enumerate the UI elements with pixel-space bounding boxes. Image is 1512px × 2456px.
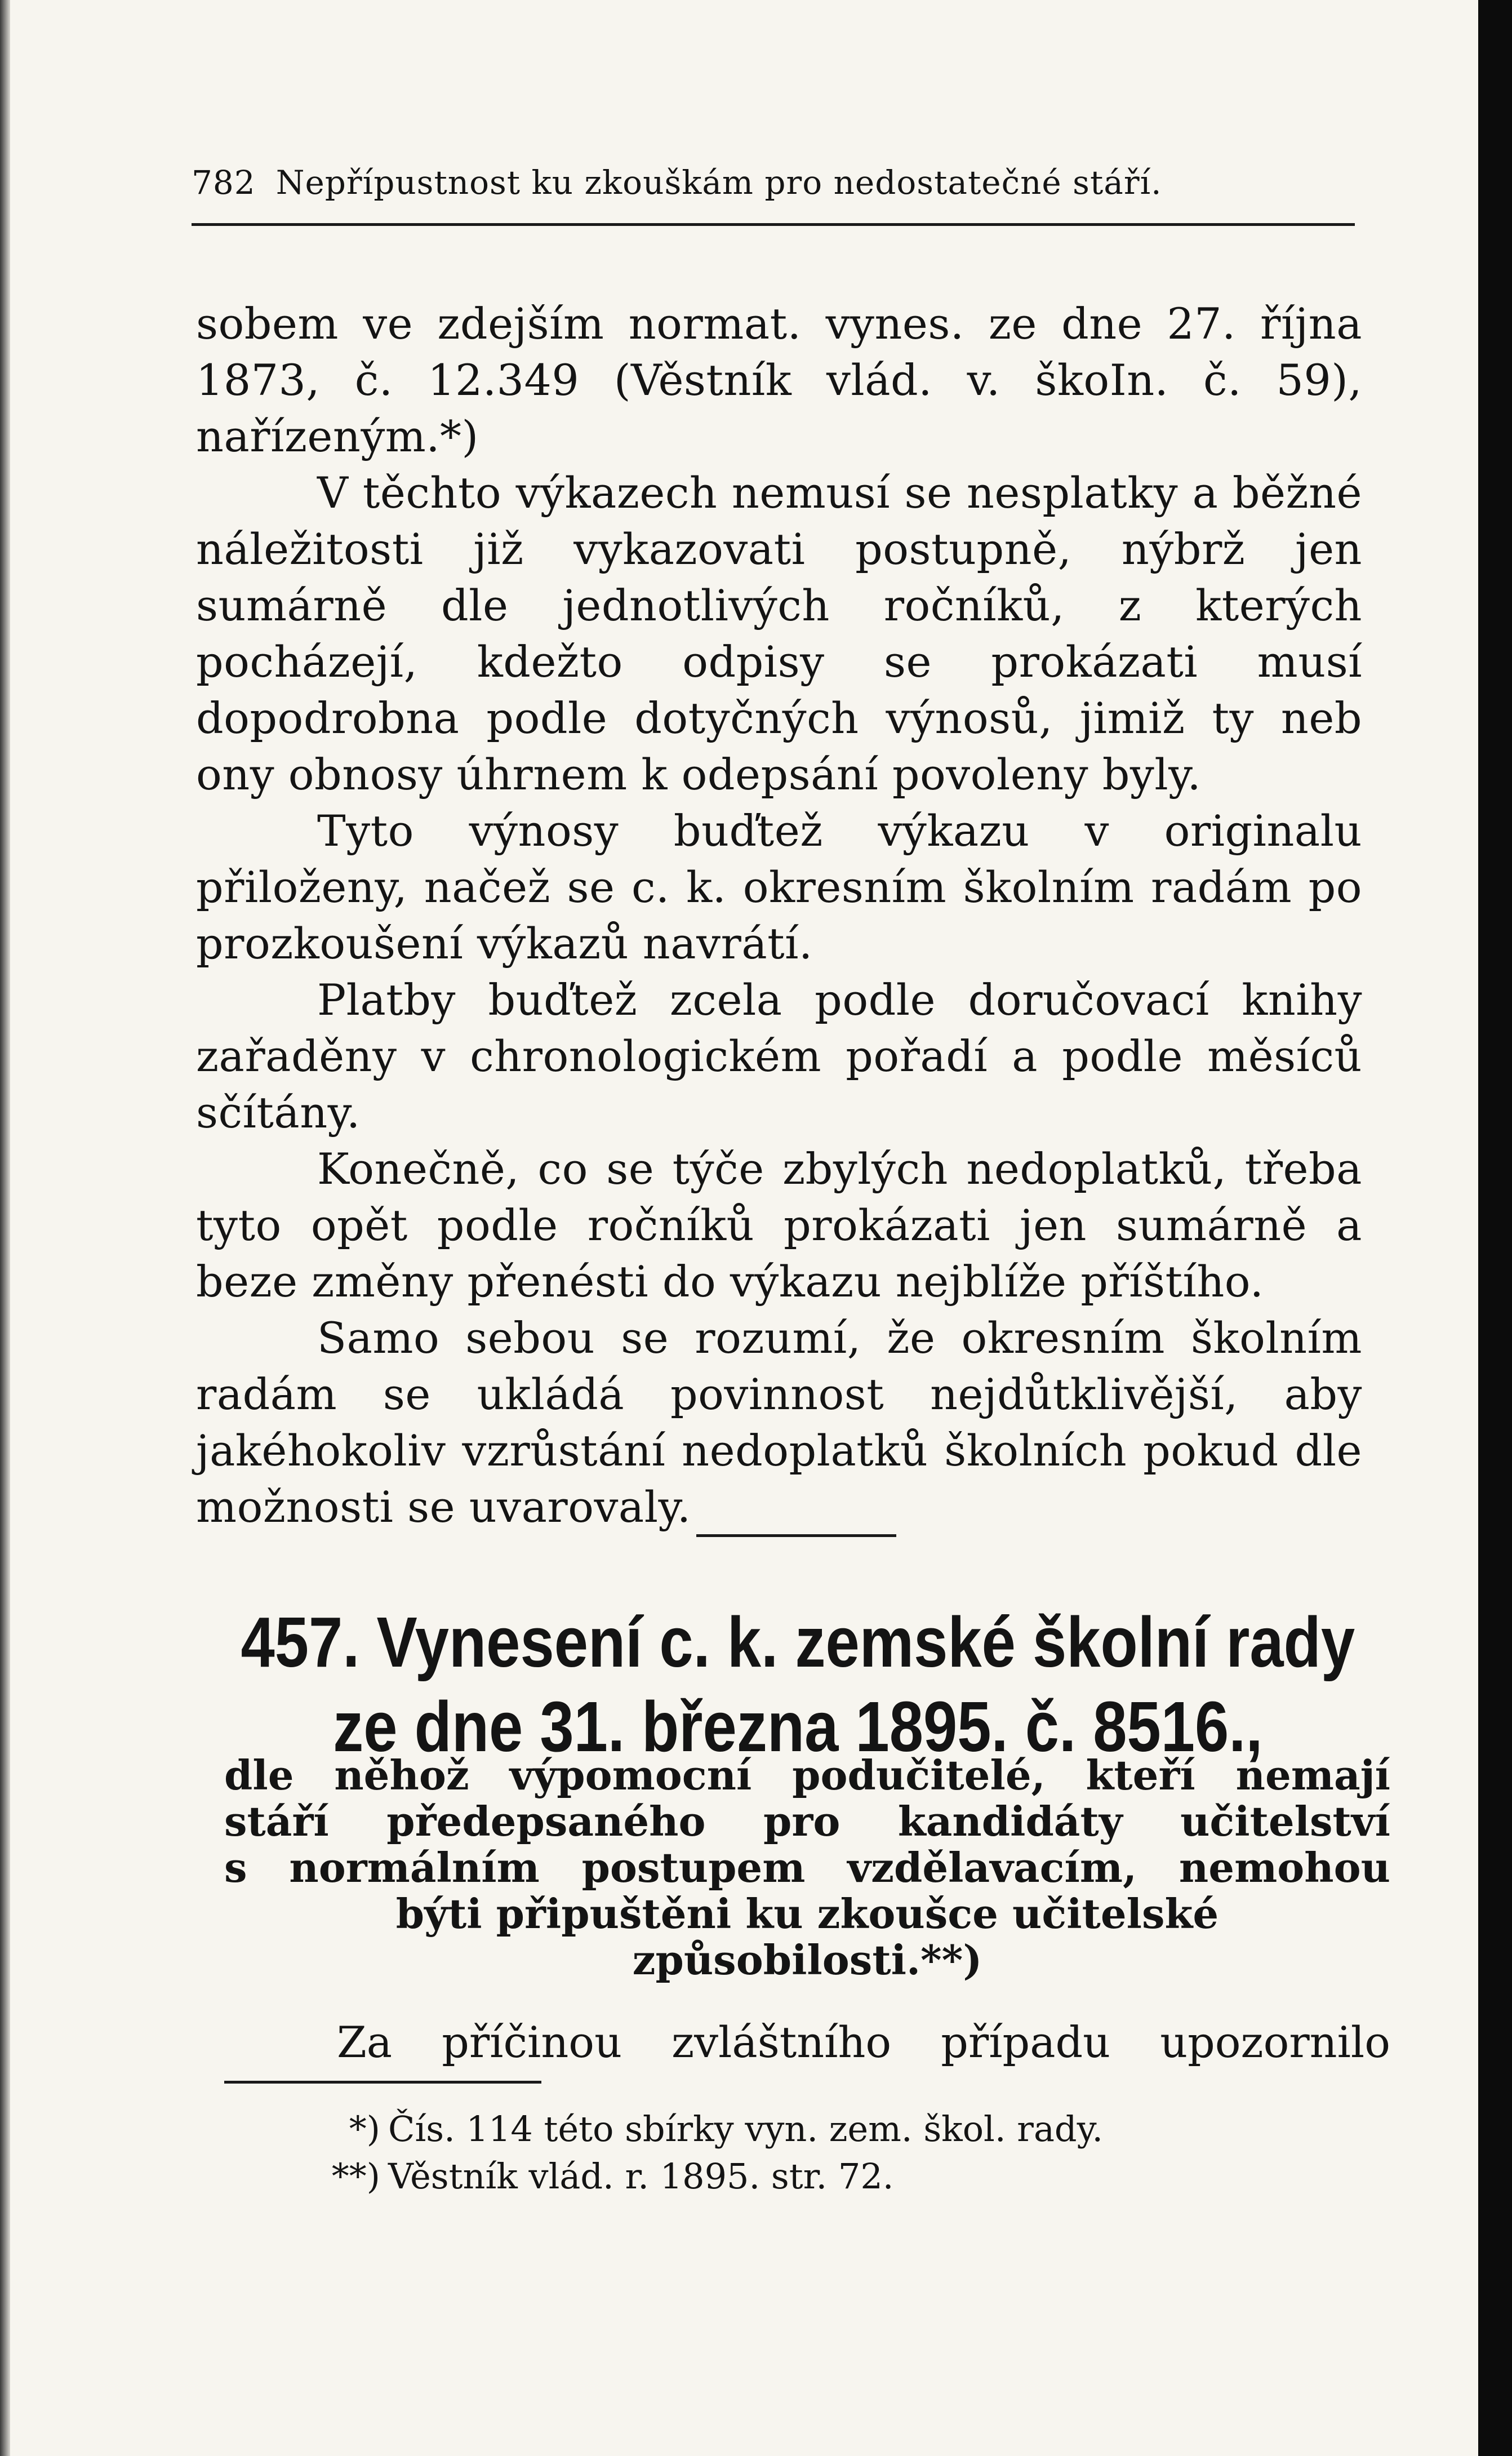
running-title: Nepřípustnost ku zkouškám pro nedostatečné stáří. <box>275 163 1162 202</box>
subheading-line-1: dle něhož výpomocní podučitelé, kteří nemají <box>224 1751 1390 1799</box>
footnotes <box>313 2106 1383 2200</box>
footnote-1-mark: *) <box>349 2108 380 2149</box>
paragraph-4: Platby buďtež zcela podle doručovací knihy zařaděny v chronologickém pořadí a podle měsíců sčítány. <box>196 975 1362 1138</box>
header-rule <box>192 223 1355 226</box>
footnote-1-text: Čís. 114 této sbírky vyn. zem. škol. rady. <box>388 2108 1104 2149</box>
scan-right-edge <box>1478 0 1512 2456</box>
running-header <box>192 163 1363 202</box>
subheading-line-2: stáří předepsaného pro kandidáty učitelství <box>224 1797 1390 1845</box>
footnote-2-mark: **) <box>331 2156 380 2197</box>
subheading-line-3: s normálním postupem vzdělavacím, nemohou <box>224 1844 1390 1891</box>
subheading-line-4: býti připuštěni ku zkoušce učitelské <box>395 1890 1219 1938</box>
section-subheading <box>224 1752 1390 1983</box>
paragraph-6: Samo sebou se rozumí, že okresním školním radám se ukládá povinnost nejdůtklivější, aby jakéhokoliv vzrůstání nedoplatků školních pokud dle možnosti se uvarovaly. <box>196 1313 1362 1532</box>
footnote-2 <box>313 2153 1383 2200</box>
footnote-2-text: Věstník vlád. r. 1895. str. 72. <box>388 2156 894 2197</box>
footnote-1 <box>313 2106 1383 2153</box>
section-divider <box>696 1534 896 1537</box>
heading-line-2: ze dne 31. března 1895. č. 8516., <box>333 1687 1263 1766</box>
section-first-line: Za příčinou zvláštního případu upozornilo <box>337 2017 1390 2067</box>
paragraph-2: V těchto výkazech nemusí se nesplatky a běžné náležitosti již vykazovati postupně, nýbrž jen sumárně dle jednotlivých ročníků, z kterých pocházejí, kdežto odpisy se prokázati musí dopodrobna podle dotyčných výnosů, jimiž ty neb ony obnosy úhrnem k odepsání povoleny byly. <box>196 468 1362 800</box>
paragraph-5: Konečně, co se týče zbylých nedoplatků, třeba tyto opět podle ročníků prokázati jen sumárně a beze změny přenésti do výkazu nejblíže příštího. <box>196 1144 1362 1307</box>
section-heading <box>214 1600 1382 1769</box>
paragraph-3: Tyto výnosy buďtež výkazu v originalu přiloženy, načež se c. k. okresním školním radám po prozkoušení výkazů navrátí. <box>196 806 1362 969</box>
body-text <box>196 296 1362 1535</box>
scan-left-edge <box>0 0 10 2456</box>
heading-line-1: 457. Vynesení c. k. zemské školní rady <box>241 1602 1355 1682</box>
page-number: 782 <box>192 163 256 202</box>
paragraph-1: sobem ve zdejším normat. vynes. ze dne 27. října 1873, č. 12.349 (Věstník vlád. v. škoIn. č. 59), nařízeným.*) <box>196 299 1362 461</box>
subheading-line-5: způsobilosti.**) <box>632 1936 982 1984</box>
footnote-rule <box>224 2081 541 2084</box>
